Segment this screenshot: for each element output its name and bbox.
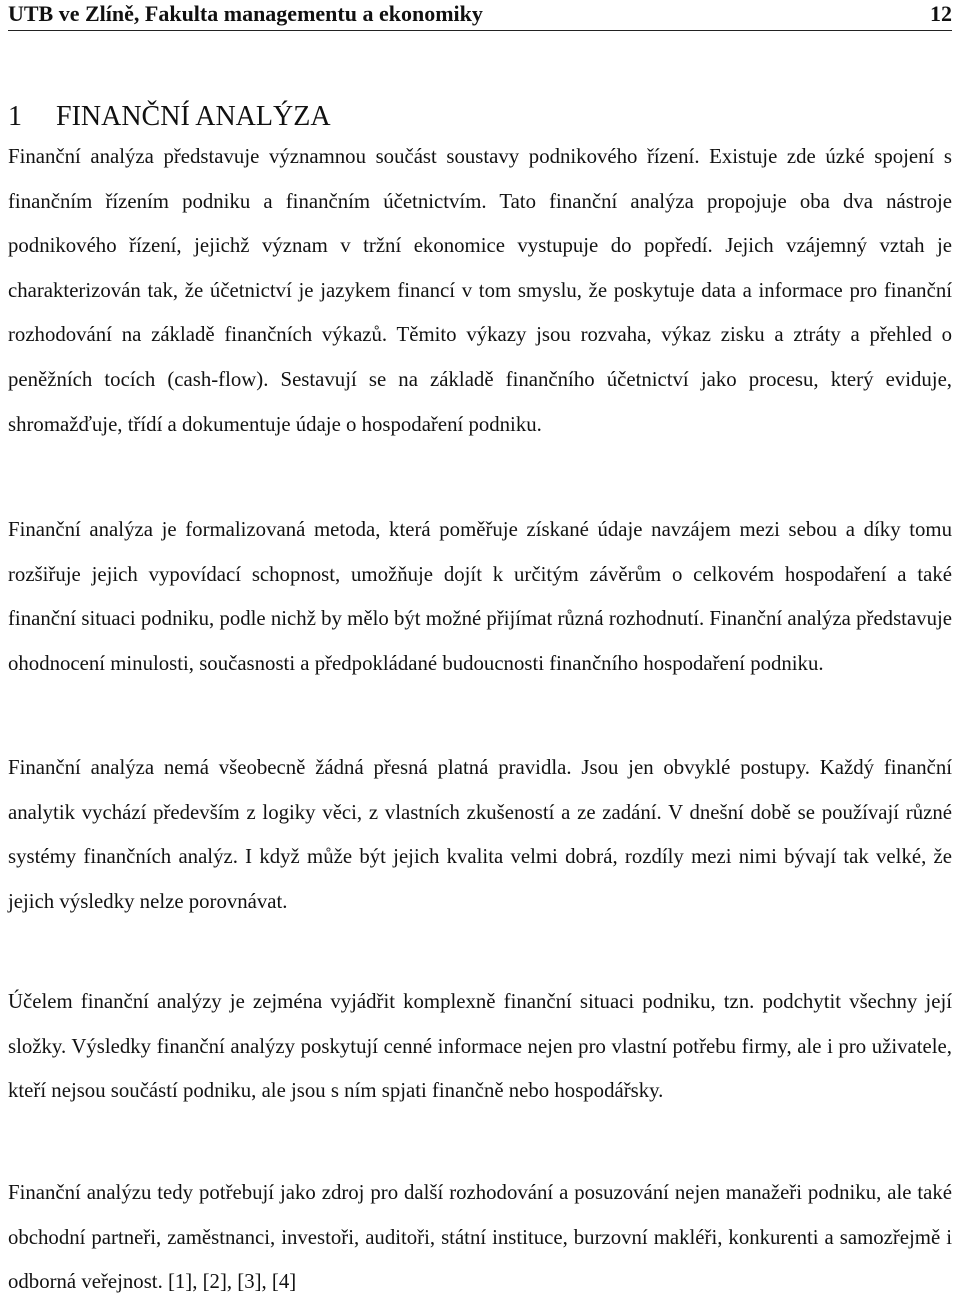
chapter-heading [8, 99, 331, 135]
paragraph-1: Finanční analýza představuje významnou součást soustavy podnikového řízení. Existuje zde úzké spojení s finančním řízením podniku a finančním účetnictvím. Tato finanční analýza propojuje oba dva nástroje podnikového řízení, jejichž význam v tržní ekonomice vystupuje do popředí. Jejich vzájemný vztah je charakterizován tak, že účetnictví je jazykem financí v tom smyslu, že poskytuje data a informace pro finanční rozhodování na základě finančních výkazů. Těmito výkazy jsou rozvaha, výkaz zisku a ztráty a přehled o peněžních tocích (cash-flow). Sestavují se na základě finančního účetnictví jako procesu, který eviduje, shromažďuje, třídí a dokumentuje údaje o hospodaření podniku. [8, 145, 952, 436]
paragraph-2: Finanční analýza je formalizovaná metoda, která poměřuje získané údaje navzájem mezi sebou a díky tomu rozšiřuje jejich vypovídací schopnost, umožňuje dojít k určitým závěrům o celkovém hospodaření a také finanční situaci podniku, podle nichž by mělo být možné přijímat různá rozhodnutí. Finanční analýza představuje ohodnocení minulosti, současnosti a předpokládané budoucnosti finančního hospodaření podniku. [8, 518, 952, 675]
paragraph-5: Finanční analýzu tedy potřebují jako zdroj pro další rozhodování a posuzování nejen manažeři podniku, ale také obchodní partneři, zaměstnanci, investoři, auditoři, státní instituce, burzovní makléři, konkurenti a samozřejmě i odborná veřejnost. [1], [2], [3], [4] [8, 1181, 952, 1294]
paragraph-4: Účelem finanční analýzy je zejména vyjádřit komplexně finanční situaci podniku, tzn. podchytit všechny její složky. Výsledky finanční analýzy poskytují cenné informace nejen pro vlastní potřebu firmy, ale i pro uživatele, kteří nejsou součástí podniku, ale jsou s ním spjati finančně nebo hospodářsky. [8, 990, 952, 1103]
page-header [8, 0, 952, 31]
page-number: 12 [930, 1, 952, 26]
paragraph-3: Finanční analýza nemá všeobecně žádná přesná platná pravidla. Jsou jen obvyklé postupy. Každý finanční analytik vychází především z logiky věci, z vlastních zkušeností a ze zadání. V dnešní době se používají různé systémy finančních analýz. I když může být jejich kvalita velmi dobrá, rozdíly mezi nimi bývají tak velké, že jejich výsledky nelze porovnávat. [8, 756, 952, 913]
chapter-number: 1 [8, 100, 22, 132]
header-title: UTB ve Zlíně, Fakulta managementu a ekonomiky [8, 1, 483, 26]
chapter-title: FINANČNÍ ANALÝZA [56, 100, 331, 132]
